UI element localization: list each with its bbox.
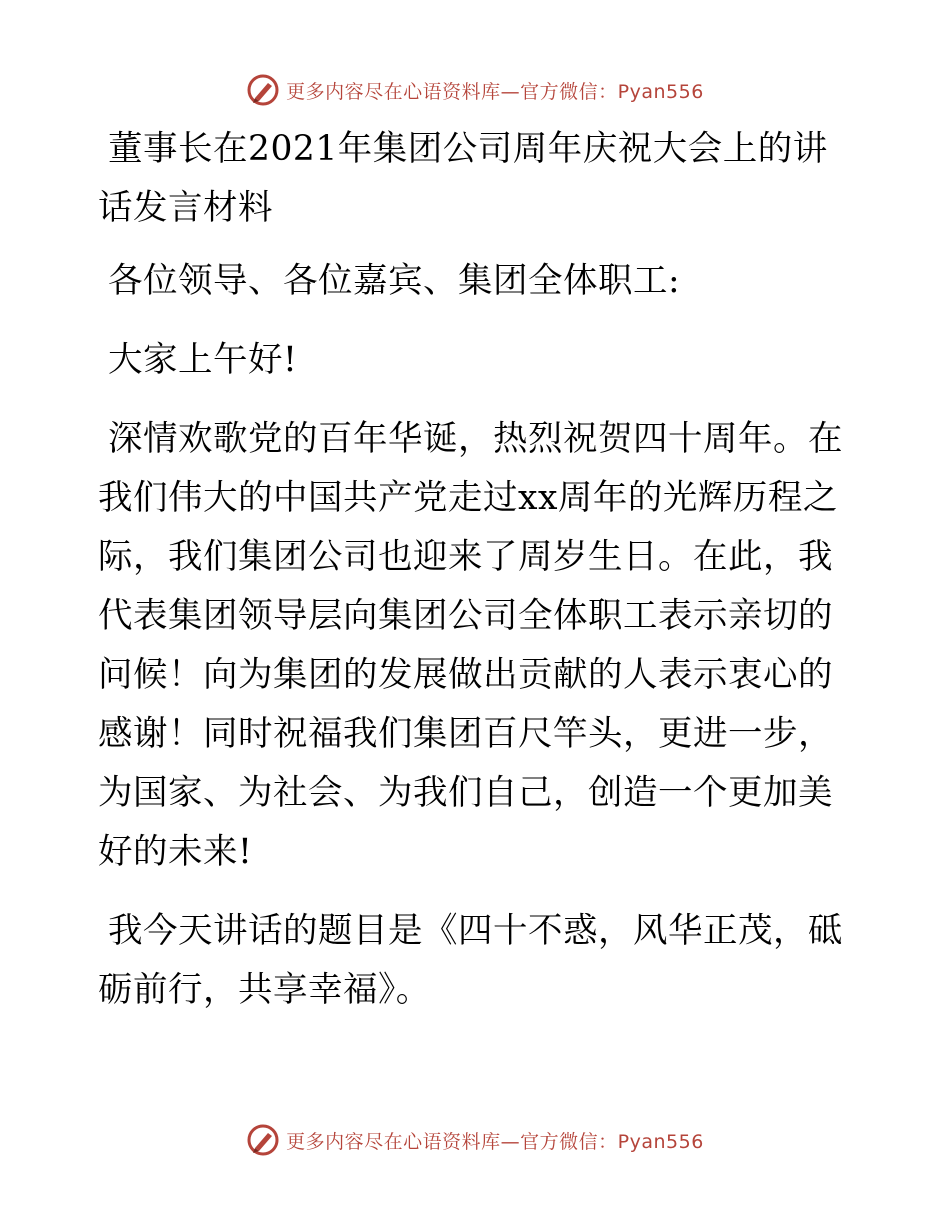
footer-banner: [0, 1120, 950, 1160]
paragraph-2: 我今天讲话的题目是《四十不惑，风华正茂，砥砺前行，共享幸福》。: [98, 911, 843, 1010]
greeting: 大家上午好!: [108, 340, 298, 380]
footer-banner-text: 更多内容尽在心语资料库—官方微信：Pyan556: [286, 1130, 704, 1153]
header-banner-text: 更多内容尽在心语资料库—官方微信：Pyan556: [286, 80, 704, 103]
header-banner: [0, 70, 950, 110]
pen-logo-icon: [246, 1123, 280, 1157]
document-body: [98, 120, 858, 1040]
pen-logo-icon: [246, 73, 280, 107]
salutation: 各位领导、各位嘉宾、集团全体职工:: [108, 261, 681, 301]
document-title: 董事长在2021年集团公司周年庆祝大会上的讲话发言材料: [98, 129, 828, 228]
paragraph-1: 深情欢歌党的百年华诞，热烈祝贺四十周年。在我们伟大的中国共产党走过xx周年的光辉历程之际，我们集团公司也迎来了周岁生日。在此，我代表集团领导层向集团公司全体职工表示亲切的问候！向为集团的发展做出贡献的人表示衷心的感谢！同时祝福我们集团百尺竿头，更进一步，为国家、为社会、为我们自己，创造一个更加美好的未来!: [98, 419, 843, 872]
